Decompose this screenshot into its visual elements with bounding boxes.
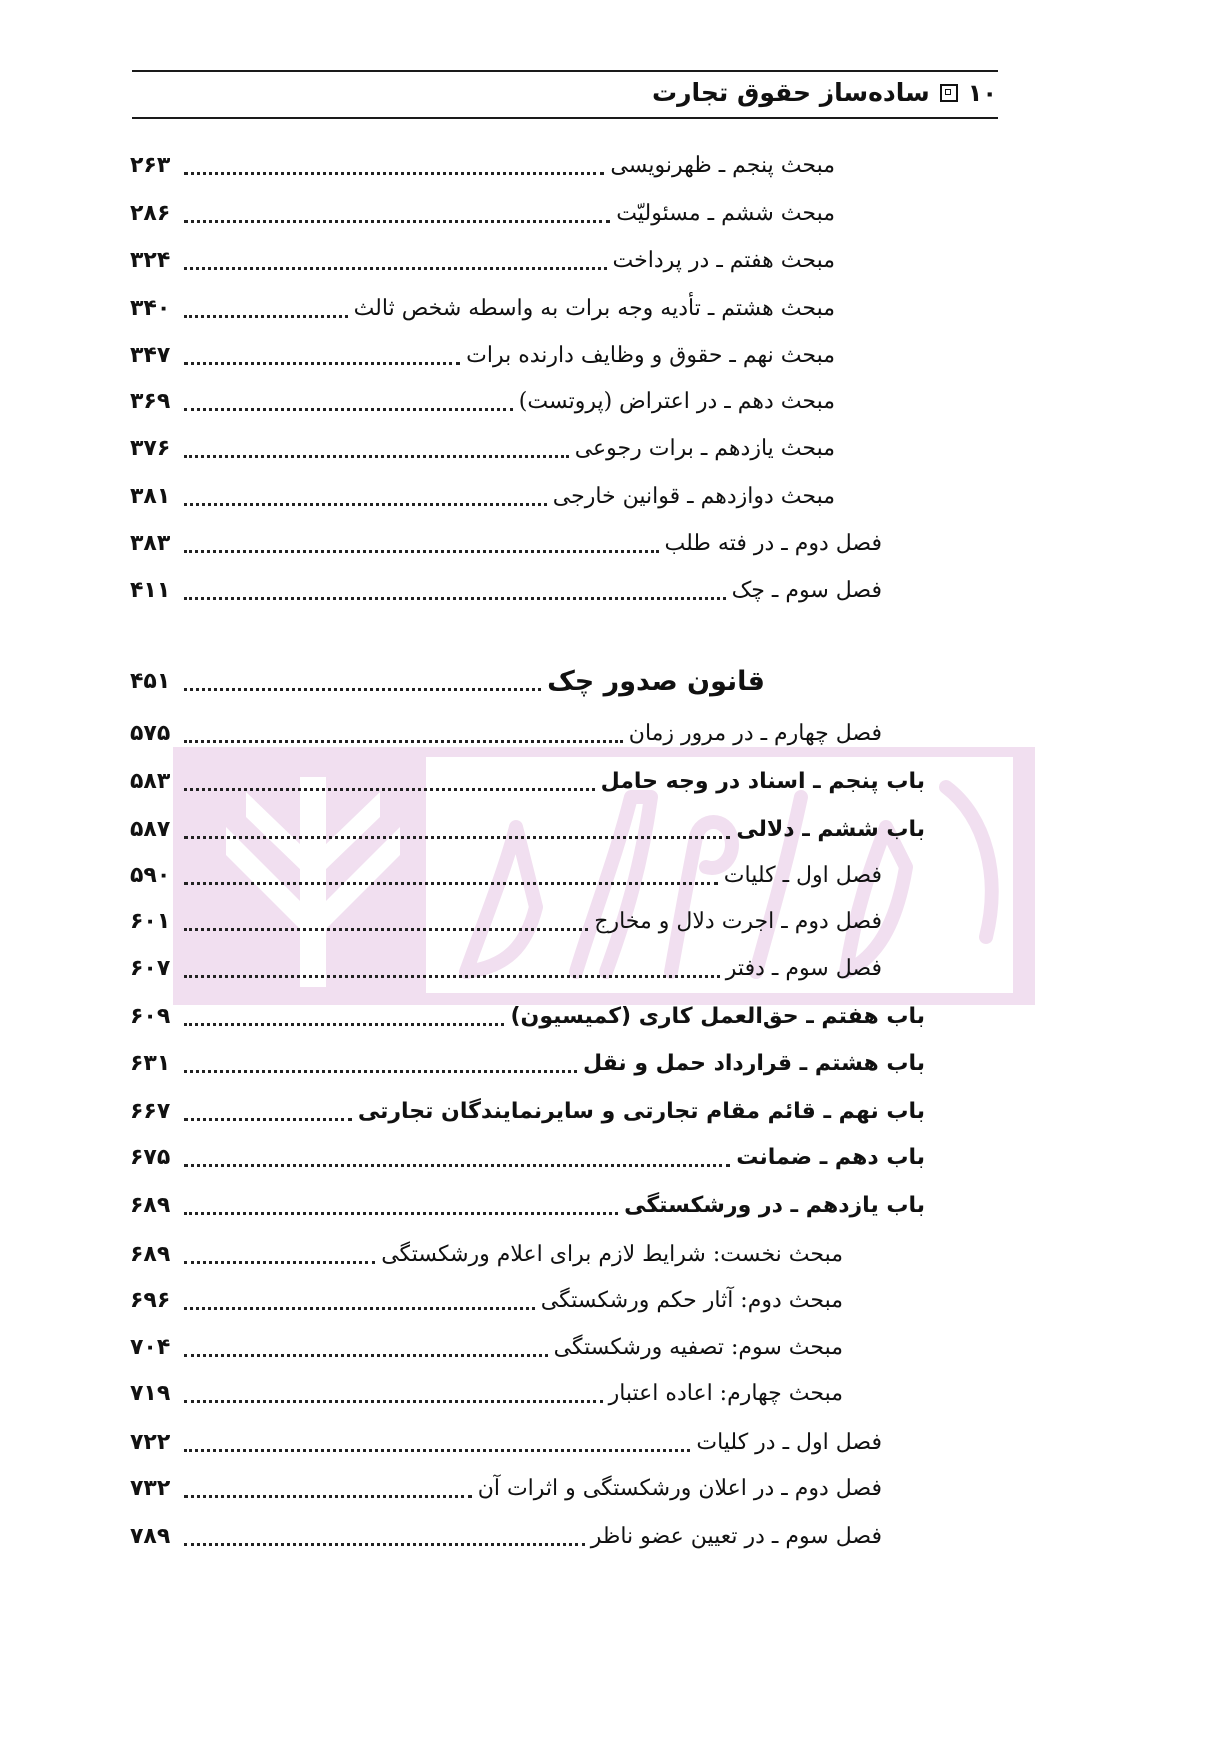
toc-entry-page: ۳۶۹: [130, 389, 171, 414]
dot-leader: [184, 688, 541, 691]
toc-entry[interactable]: [130, 856, 882, 896]
toc-entry-title: باب ششم ـ دلالی: [736, 817, 925, 842]
toc-entry-bab[interactable]: [130, 997, 925, 1037]
toc-entry-page: ۷۳۲: [130, 1476, 171, 1501]
toc-entry-page: ۷۲۲: [130, 1430, 171, 1455]
toc-entry[interactable]: [130, 949, 882, 989]
toc-entry[interactable]: [130, 1374, 843, 1414]
dot-leader: [184, 503, 546, 506]
toc-entry-title: فصل سوم ـ چک: [731, 578, 882, 603]
toc-entry[interactable]: [130, 336, 835, 376]
toc-entry-title: فصل دوم ـ در فته طلب: [664, 531, 882, 556]
dot-leader: [184, 267, 606, 270]
toc-entry-bab[interactable]: [130, 1044, 925, 1084]
dot-leader: [184, 1261, 375, 1264]
dot-leader: [184, 975, 720, 978]
toc-entry-page: ۶۰۱: [130, 909, 171, 934]
dot-leader: [184, 1354, 547, 1357]
toc-entry-title: مبحث نخست: شرایط لازم برای اعلام ورشکستگی: [381, 1242, 843, 1267]
toc-entry-page: ۶۸۹: [130, 1193, 171, 1218]
toc-entry-title: باب هشتم ـ قرارداد حمل و نقل: [582, 1051, 925, 1076]
dot-leader: [184, 455, 568, 458]
toc-entry-page: ۶۶۷: [130, 1099, 171, 1124]
toc-entry[interactable]: [130, 1281, 843, 1321]
dot-leader: [184, 1118, 352, 1121]
toc-entry[interactable]: [130, 571, 882, 611]
dot-leader: [184, 1400, 602, 1403]
toc-entry-title: مبحث ششم ـ مسئولیّت: [616, 201, 835, 226]
toc-entry-title: فصل دوم ـ اجرت دلال و مخارج: [594, 909, 882, 934]
toc-entry-title: مبحث پنجم ـ ظهرنویسی: [610, 153, 835, 178]
toc-entry[interactable]: [130, 1517, 882, 1557]
toc-entry-title: فصل سوم ـ در تعیین عضو ناظر: [590, 1524, 882, 1549]
toc-entry-bab[interactable]: [130, 762, 925, 802]
toc-entry-title: فصل دوم ـ در اعلان ورشکستگی و اثرات آن: [477, 1476, 882, 1501]
toc-entry-title: باب نهم ـ قائم مقام تجارتی و سایرنمایندگان تجارتی: [357, 1099, 925, 1124]
toc-entry-bab[interactable]: [130, 1186, 925, 1226]
toc-entry-page: ۳۸۱: [130, 484, 171, 509]
toc-entry-page: ۳۷۶: [130, 436, 171, 461]
book-title: ساده‌ساز حقوق تجارت: [652, 78, 930, 107]
toc-entry-title: فصل اول ـ کلیات: [723, 863, 882, 888]
toc-entry-page: ۶۰۷: [130, 956, 171, 981]
toc-entry[interactable]: [130, 1423, 882, 1463]
toc-entry-page: ۶۷۵: [130, 1145, 171, 1170]
toc-entry-title: مبحث دوم: آثار حکم ورشکستگی: [540, 1288, 843, 1313]
toc-entry[interactable]: [130, 289, 835, 329]
toc-entry-page: ۵۹۰: [130, 863, 171, 888]
dot-leader: [184, 928, 588, 931]
dot-leader: [184, 740, 622, 743]
toc-entry-page: ۴۵۱: [130, 669, 171, 694]
toc-entry[interactable]: [130, 1235, 843, 1275]
toc-entry-title: باب پنجم ـ اسناد در وجه حامل: [600, 769, 925, 794]
dot-leader: [184, 1543, 584, 1546]
toc-entry[interactable]: [130, 477, 835, 517]
toc-entry-page: ۷۱۹: [130, 1381, 171, 1406]
toc-entry-title: باب هفتم ـ حق‌العمل کاری (کمیسیون): [510, 1004, 925, 1029]
dot-leader: [184, 1212, 618, 1215]
toc-entry-bab[interactable]: [130, 810, 925, 850]
toc-entry[interactable]: [130, 382, 835, 422]
toc-entry-page: ۲۶۳: [130, 153, 171, 178]
toc-entry-page: ۳۴۰: [130, 296, 171, 321]
toc-entry[interactable]: [130, 524, 882, 564]
toc-entry-page: ۳۸۳: [130, 531, 171, 556]
dot-leader: [184, 597, 725, 600]
toc-entry-title: مبحث هفتم ـ در پرداخت: [612, 248, 835, 273]
toc-entry-title: مبحث دهم ـ در اعتراض (پروتست): [518, 389, 835, 414]
toc-entry-title: مبحث چهارم: اعاده اعتبار: [608, 1381, 843, 1406]
toc-entry-page: ۶۸۹: [130, 1242, 171, 1267]
toc-entry-page: ۴۱۱: [130, 578, 171, 603]
dot-leader: [184, 1070, 577, 1073]
toc-entry[interactable]: [130, 1328, 843, 1368]
toc-entry-page: ۲۸۶: [130, 201, 171, 226]
toc-entry-page: ۶۳۱: [130, 1051, 171, 1076]
toc-entry-title: فصل اول ـ در کلیات: [696, 1430, 882, 1455]
toc-entry-page: ۳۴۷: [130, 343, 171, 368]
toc-entry-bab[interactable]: [130, 1092, 925, 1132]
toc-entry[interactable]: [130, 429, 835, 469]
toc-entry[interactable]: [130, 902, 882, 942]
page-number: ۱۰: [967, 78, 997, 107]
dot-leader: [184, 220, 610, 223]
dot-leader: [184, 788, 594, 791]
toc-entry[interactable]: [130, 714, 882, 754]
dot-leader: [184, 362, 460, 365]
toc-entry-page: ۷۸۹: [130, 1524, 171, 1549]
toc-entry-page: ۶۹۶: [130, 1288, 171, 1313]
toc-entry-page: ۵۷۵: [130, 721, 171, 746]
dot-leader: [184, 836, 730, 839]
toc-entry-page: ۷۰۴: [130, 1335, 171, 1360]
toc-entry-title: مبحث دوازدهم ـ قوانین خارجی: [552, 484, 835, 509]
toc-entry-page: ۳۲۴: [130, 248, 171, 273]
toc-entry-title: باب یازدهم ـ در ورشکستگی: [624, 1193, 925, 1218]
dot-leader: [184, 315, 347, 318]
dot-leader: [184, 550, 658, 553]
dot-leader: [184, 1023, 504, 1026]
dot-leader: [184, 1164, 730, 1167]
toc-entry[interactable]: [130, 194, 835, 234]
toc-entry-law[interactable]: [130, 662, 765, 702]
dot-leader: [184, 882, 717, 885]
toc-entry-title: مبحث هشتم ـ تأدیه وجه برات به واسطه شخص ثالث: [353, 296, 835, 321]
toc-entry[interactable]: [130, 1469, 882, 1509]
toc-entry-title: فصل چهارم ـ در مرور زمان: [628, 721, 882, 746]
dot-leader: [184, 1449, 690, 1452]
toc-entry[interactable]: [130, 146, 835, 186]
toc-entry-bab[interactable]: [130, 1138, 925, 1178]
toc-entry-title: فصل سوم ـ دفتر: [725, 956, 882, 981]
dot-leader: [184, 408, 512, 411]
dot-leader: [184, 172, 604, 175]
toc-entry-title: قانون صدور چک: [547, 666, 765, 697]
toc-entry-title: باب دهم ـ ضمانت: [736, 1145, 925, 1170]
toc-entry-page: ۶۰۹: [130, 1004, 171, 1029]
toc-entry-page: ۵۸۷: [130, 817, 171, 842]
toc-entry-title: مبحث سوم: تصفیه ورشکستگی: [553, 1335, 843, 1360]
toc-entry-title: مبحث نهم ـ حقوق و وظایف دارنده برات: [466, 343, 835, 368]
toc-entry-title: مبحث یازدهم ـ برات رجوعی: [574, 436, 835, 461]
toc-entry-page: ۵۸۳: [130, 769, 171, 794]
dot-leader: [184, 1495, 471, 1498]
toc-entry[interactable]: [130, 241, 835, 281]
dot-leader: [184, 1307, 535, 1310]
